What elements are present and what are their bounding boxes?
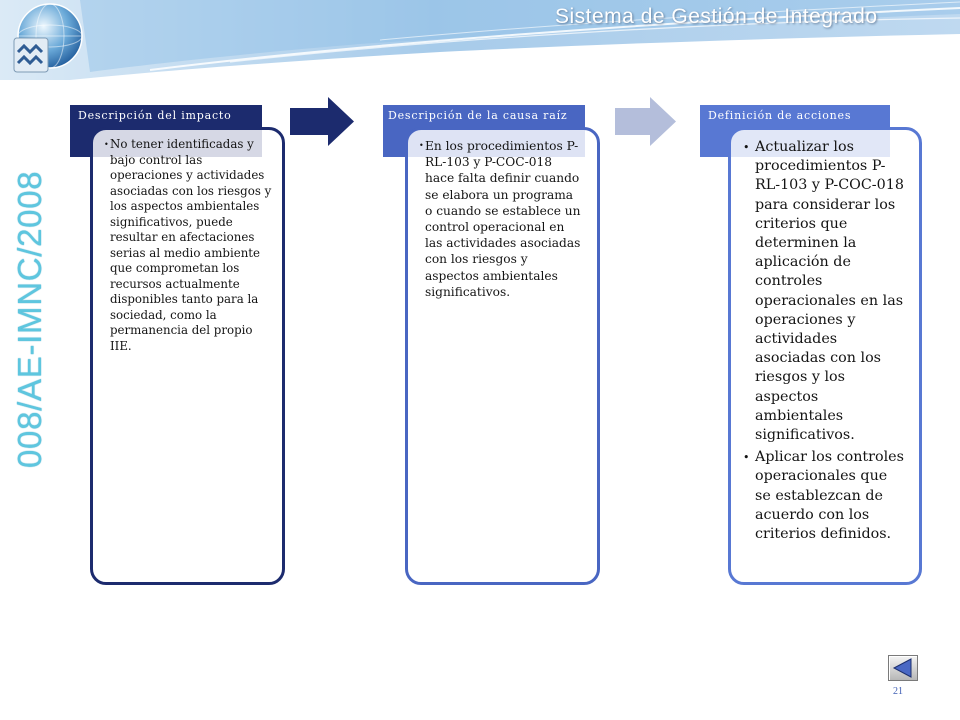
arrow-right-icon <box>290 96 356 148</box>
actions-bullet-list <box>755 138 906 544</box>
root-cause-box <box>405 127 600 585</box>
arrow-shape <box>290 97 354 146</box>
root-cause-bullet-list <box>425 138 584 300</box>
previous-slide-button[interactable] <box>888 655 918 681</box>
document-code-label: 008/AE-IMNC/2008 <box>11 170 48 468</box>
root-cause-heading: Descripción de la causa raíz <box>388 109 568 122</box>
arrow-right-icon <box>615 96 677 148</box>
root-cause-bullet: • En los procedimientos P-RL-103 y P-COC-018 hace falta definir cuando se elabora un programa o cuando se establece un control operacional en las actividades asociadas con los riesgos y aspectos ambientales significativos. <box>425 138 584 300</box>
actions-heading: Definición de acciones <box>708 109 852 122</box>
slide-title: Sistema de Gestión de Integrado <box>555 5 878 28</box>
water-emblem <box>14 38 48 72</box>
impact-bullet: • No tener identificadas y bajo control las operaciones y actividades asociadas con los riesgos y los aspectos ambientales significativos, puede resultar en afectaciones serias al medio ambiente que comprometan los recursos actualmente disponibles tanto para la sociedad, como la permanencia del propio IIE. <box>110 137 274 354</box>
arrow-shape <box>615 97 676 146</box>
impact-bullet-list <box>110 137 274 354</box>
page-number: 21 <box>893 686 903 697</box>
action-bullet: • Aplicar los controles operacionales que se establezcan de acuerdo con los criterios definidos. <box>755 448 906 544</box>
triangle-left-icon <box>889 656 917 680</box>
action-bullet: • Actualizar los procedimientos P-RL-103 y P-COC-018 para considerar los criterios que determinen la aplicación de controles operacionales en las operaciones y actividades asociadas con los riesgos y los aspectos ambientales significativos. <box>755 138 906 445</box>
impact-heading: Descripción del impacto <box>78 109 232 122</box>
triangle-left-shape <box>894 659 911 677</box>
globe-logo-icon <box>0 0 84 78</box>
impact-box <box>90 127 285 585</box>
actions-box <box>728 127 922 585</box>
